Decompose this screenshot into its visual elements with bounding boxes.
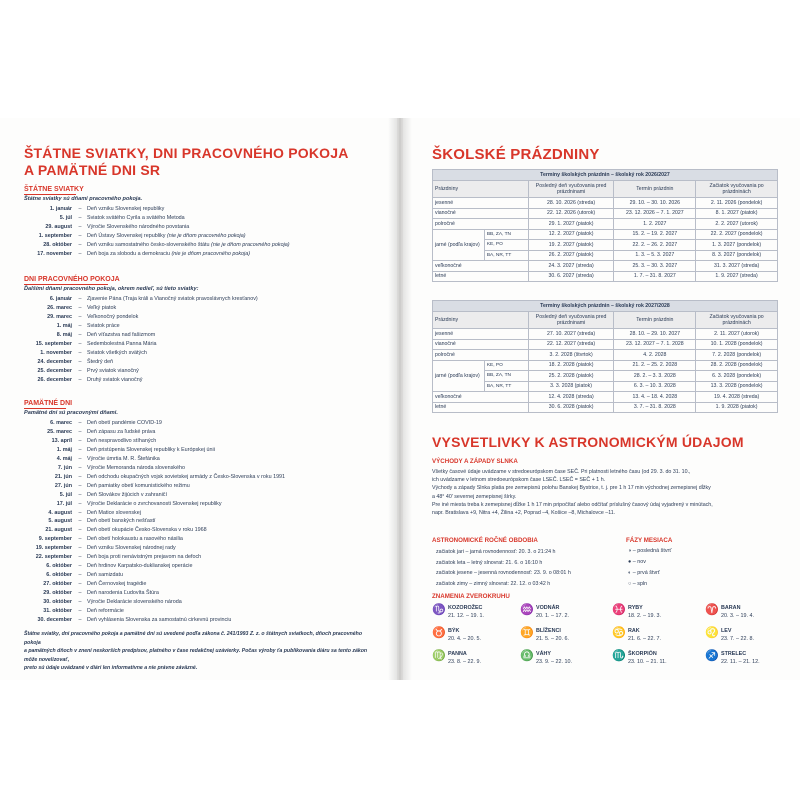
moon-heading: FÁZY MESIACA [626, 537, 673, 544]
holiday-date: 6. október [46, 572, 72, 579]
holiday-note: (nie je dňom pracovného pokoja) [170, 250, 251, 257]
holiday-date: 5. júl [59, 491, 72, 498]
holiday-row [24, 322, 384, 331]
zodiac-icon: ♋ [612, 627, 626, 639]
holiday-name: Veľký piatok [87, 304, 117, 311]
holiday-date: 6. január [49, 296, 72, 302]
holiday-row [24, 526, 384, 535]
zodiac-dates: 21. 12. – 19. 1. [448, 613, 484, 619]
table-caption: Termíny školských prázdnin – školský rok 2027/2028 [433, 301, 778, 312]
zodiac-icon: ♑ [432, 604, 446, 616]
col-header: Prázdniny [433, 312, 529, 329]
col-header: Termín prázdnin [614, 181, 696, 198]
holiday-date: 4. august [48, 509, 72, 516]
holiday-date: 27. jún [54, 482, 72, 489]
holiday-row [24, 241, 384, 250]
holiday-name: Deň nespravodlivo stíhaných [87, 437, 157, 444]
pokoj-list [24, 295, 384, 387]
holiday-row [24, 509, 384, 518]
moon-phase: ◐ – prvá štvrť [628, 570, 660, 576]
holiday-date: 25. december [37, 367, 72, 374]
dash: – [78, 464, 82, 471]
holiday-row [24, 464, 384, 473]
holiday-name: Deň obetí okupácie Česko-Slovenska v roku 1968 [87, 527, 207, 534]
holiday-date: 28. október [43, 241, 72, 248]
holiday-name: Zjavenie Pána (Traja králi a Vianočný sviatok pravoslávnych kresťanov) [87, 296, 258, 302]
zodiac-name: BÝK [448, 628, 460, 634]
holiday-name: Deň boja za slobodu a demokraciu (nie je dňom pracovného pokoja) [87, 250, 251, 257]
holiday-date: 26. december [37, 376, 72, 383]
table-row: vianočné 22. 12. 2026 (utorok) 23. 12. 2026 – 7. 1. 2027 8. 1. 2027 (piatok) [433, 208, 778, 219]
table-row: BB, ZA, TN 25. 2. 2028 (piatok) 28. 2. – 3. 3. 2028 6. 3. 2028 (pondelok) [433, 371, 778, 382]
zodiac-sign [432, 627, 520, 647]
text-line: ich uvádzame v letnom stredoeurópskom čase LSEČ. LSEČ = SEČ + 1 h. [432, 477, 606, 484]
holiday-row [24, 616, 384, 625]
table-row: letné 30. 6. 2028 (piatok) 3. 7. – 31. 8. 2028 1. 9. 2028 (piatok) [433, 402, 778, 413]
col-header: Termín prázdnin [614, 312, 696, 329]
holiday-date: 1. september [38, 232, 72, 239]
sun-text [432, 468, 780, 517]
zodiac-dates: 18. 2. – 19. 3. [628, 613, 661, 619]
dash: – [78, 473, 82, 480]
zodiac-icon: ♉ [432, 627, 446, 639]
table-row: jarné (podľa krajov) KE, PO 18. 2. 2028 (piatok) 21. 2. – 25. 2. 2028 28. 2. 2028 (pondelok) [433, 360, 778, 371]
holiday-name: Výročie Deklarácie o zvrchovanosti Slovenskej republiky [87, 500, 222, 507]
zodiac-dates: 20. 4. – 20. 5. [448, 636, 481, 642]
zodiac-heading: ZNAMENIA ZVEROKRUHU [432, 593, 510, 600]
zodiac-icon: ♏ [612, 650, 626, 662]
season-item: začiatok jari – jarná rovnodennosť: 20. 3. o 21:24 h [436, 549, 556, 555]
zodiac-dates: 20. 3. – 19. 4. [721, 613, 754, 619]
footnote [24, 630, 376, 673]
book-gutter [388, 118, 412, 680]
zodiac-dates: 23. 8. – 22. 9. [448, 659, 481, 665]
table-row: jesenné 28. 10. 2026 (streda) 29. 10. – 30. 10. 2026 2. 11. 2026 (pondelok) [433, 198, 778, 209]
holiday-name: Sviatok svätého Cyrila a svätého Metoda [87, 214, 185, 221]
holiday-row [24, 491, 384, 500]
dash: – [78, 599, 82, 605]
holiday-row [24, 304, 384, 313]
holiday-row [24, 517, 384, 526]
holiday-date: 9. september [38, 536, 72, 543]
dash: – [78, 536, 82, 543]
table-row: jesenné 27. 10. 2027 (streda) 28. 10. – 29. 10. 2027 2. 11. 2027 (utorok) [433, 329, 778, 340]
holiday-date: 21. august [45, 527, 72, 534]
holiday-name: Sviatok všetkých svätých [87, 349, 147, 356]
holiday-row [24, 358, 384, 367]
table-row: BA, NR, TT 26. 2. 2027 (piatok) 1. 3. – 5. 3. 2027 8. 3. 2027 (pondelok) [433, 250, 778, 261]
holiday-name: Prvý sviatok vianočný [87, 367, 139, 374]
zodiac-icon: ♒ [520, 604, 534, 616]
holiday-date: 6. október [46, 563, 72, 570]
holidays-title-line1: ŠTÁTNE SVIATKY, DNI PRACOVNÉHO POKOJA [24, 145, 349, 161]
holiday-date: 5. august [48, 518, 72, 525]
dash: – [78, 206, 82, 212]
holiday-row [24, 250, 384, 259]
zodiac-name: LEV [721, 628, 732, 634]
holiday-name: Deň samizdatu [87, 572, 123, 579]
seasons-list [436, 547, 571, 589]
table-row: BA, NR, TT 3. 3. 2028 (piatok) 6. 3. – 10. 3. 2028 13. 3. 2028 (pondelok) [433, 381, 778, 392]
holiday-row [24, 455, 384, 464]
holiday-row [24, 331, 384, 340]
holiday-name: Deň odchodu okupačných vojsk sovietskej armády z Česko-Slovenska v roku 1991 [87, 473, 286, 480]
zodiac-name: KOZOROŽEC [448, 605, 483, 611]
holiday-row [24, 205, 384, 214]
footnote-line: Štátne sviatky, dni pracovného pokoja a pamätné dni sú uvedené podľa zákona č. 241/1993 Z. z. o štátnych sviatkoch, dňoch pracovného pokoja [24, 631, 362, 646]
pokoj-intro: Ďalšími dňami pracovného pokoja, okrem nedieľ, sú tieto sviatky: [24, 286, 199, 292]
holiday-name: Výročie Memoranda národa slovenského [87, 464, 185, 471]
table-row: KE, PO 19. 2. 2027 (piatok) 22. 2. – 26. 2. 2027 1. 3. 2027 (pondelok) [433, 240, 778, 251]
holiday-row [24, 349, 384, 358]
dash: – [78, 376, 82, 383]
table-caption: Termíny školských prázdnin – školský rok 2026/2027 [433, 170, 778, 181]
dash: – [78, 590, 82, 597]
new-moon-icon: ● [628, 559, 632, 565]
holiday-date: 1. január [49, 206, 72, 212]
holiday-name: Druhý sviatok vianočný [87, 376, 143, 383]
first-quarter-icon: ◐ [628, 570, 632, 576]
zodiac-dates: 20. 1. – 17. 2. [536, 613, 569, 619]
holiday-date: 1. máj [56, 322, 72, 329]
holidays-title-line2: A PAMÄTNÉ DNI SR [24, 162, 161, 178]
holiday-row [24, 544, 384, 553]
holiday-row [24, 598, 384, 607]
holiday-date: 29. október [43, 590, 72, 597]
dash: – [78, 358, 82, 365]
holiday-row [24, 500, 384, 509]
table-row: vianočné 22. 12. 2027 (streda) 23. 12. 2027 – 7. 1. 2028 10. 1. 2028 (pondelok) [433, 339, 778, 350]
zodiac-name: VODNÁR [536, 605, 560, 611]
holiday-note: (nie je dňom pracovného pokoja) [165, 232, 246, 239]
holiday-row [24, 232, 384, 241]
col-header: Prázdniny [433, 181, 529, 198]
holiday-row [24, 553, 384, 562]
holiday-date: 17. november [37, 250, 72, 257]
dash: – [78, 572, 82, 579]
table-row: veľkonočné 24. 3. 2027 (streda) 25. 3. – 30. 3. 2027 31. 3. 2027 (streda) [433, 261, 778, 272]
moon-phase: ○ – spln [628, 581, 648, 587]
zodiac-dates: 21. 5. – 20. 6. [536, 636, 569, 642]
dash: – [78, 500, 82, 507]
holiday-row [24, 376, 384, 385]
zodiac-dates: 22. 11. – 21. 12. [721, 659, 760, 665]
table-row: polročné 29. 1. 2027 (piatok) 1. 2. 2027 2. 2. 2027 (utorok) [433, 219, 778, 230]
holiday-date: 6. marec [50, 420, 72, 426]
holiday-name: Sedembolestná Panna Mária [87, 340, 157, 347]
holiday-date: 15. september [35, 340, 72, 347]
text-line: Pre iné miesta treba k zemepisnej dĺžke 1 h 17 min pripočítať alebo odčítať príslušný časový údaj vyjadrený v minútach, [432, 501, 713, 508]
text-line: Východy a západy Slnka platia pre zemepisnú polohu Banskej Bystrice, t. j. pre 1 h 17 min východnej zemepisnej dĺžky [432, 485, 711, 492]
pokoj-heading: DNI PRACOVNÉHO POKOJA [24, 276, 120, 283]
holiday-date: 7. jún [57, 464, 72, 471]
dash: – [78, 527, 82, 534]
zodiac-dates: 23. 9. – 22. 10. [536, 659, 572, 665]
holiday-date: 27. október [43, 581, 72, 588]
holiday-date: 29. marec [47, 313, 72, 320]
holiday-name: Deň vzniku samostatného česko-slovenského štátu (nie je dňom pracovného pokoja) [87, 241, 290, 248]
zodiac-icon: ♐ [705, 650, 719, 662]
statne-list [24, 205, 384, 265]
dash: – [78, 223, 82, 230]
holiday-date: 19. september [35, 545, 72, 552]
holiday-name: Deň Slovákov žijúcich v zahraničí [87, 491, 167, 498]
zodiac-sign [520, 604, 608, 624]
zodiac-name: RAK [628, 628, 640, 634]
heading-underline [24, 194, 76, 195]
holiday-name: Deň Ústavy Slovenskej republiky (nie je dňom pracovného pokoja) [87, 232, 246, 239]
holiday-name: Deň narodenia Ľudovíta Štúra [87, 590, 159, 597]
zodiac-sign [612, 627, 700, 647]
dash: – [78, 482, 82, 489]
table-row: polročné 3. 2. 2028 (štvrtok) 4. 2. 2028 7. 2. 2028 (pondelok) [433, 350, 778, 361]
holiday-note: (nie je dňom pracovného pokoja) [209, 241, 290, 248]
zodiac-sign [432, 604, 520, 624]
holiday-row [24, 367, 384, 376]
zodiac-sign [520, 627, 608, 647]
dash: – [78, 563, 82, 570]
zodiac-sign [520, 650, 608, 670]
school-holidays-title: ŠKOLSKÉ PRÁZDNINY [432, 146, 600, 163]
zodiac-name: PANNA [448, 651, 467, 657]
zodiac-sign [612, 650, 700, 670]
holiday-date: 24. december [37, 358, 72, 365]
zodiac-sign [612, 604, 700, 624]
zodiac-dates: 23. 10. – 21. 11. [628, 659, 667, 665]
holiday-name: Deň vzniku Slovenskej národnej rady [87, 545, 176, 552]
season-item: začiatok jesene – jesenná rovnodennosť: 23. 9. o 08:01 h [436, 570, 571, 576]
holiday-date: 22. september [35, 554, 72, 561]
holiday-date: 29. august [45, 223, 72, 230]
dash: – [78, 340, 82, 347]
footnote-line: a pamätných dňoch v znení neskorších predpisov, platného v čase redakčnej uzávierky. Počas výroby ťa publikovania diáru sa tento zákon môže novelizovať, [24, 648, 368, 663]
full-moon-icon: ○ [628, 581, 632, 587]
zodiac-sign [705, 650, 793, 670]
holiday-row [24, 580, 384, 589]
holiday-row [24, 589, 384, 598]
col-header: Začiatok vyučovania po prázdninách [696, 312, 778, 329]
dash: – [78, 349, 82, 356]
holiday-name: Deň obetí holokaustu a rasového násilia [87, 536, 183, 543]
last-quarter-icon: ◑ [628, 548, 632, 554]
holiday-date: 1. máj [56, 446, 72, 453]
holiday-name: Deň hrdinov Karpatsko-duklianskej operácie [87, 563, 193, 570]
holiday-name: Veľkonočný pondelok [87, 313, 139, 320]
dash: – [78, 554, 82, 561]
holiday-name: Výročie Deklarácie slovenského národa [87, 599, 182, 605]
holiday-name: Štedrý deň [87, 358, 114, 365]
dash: – [78, 491, 82, 498]
dash: – [78, 241, 82, 248]
col-header: Začiatok vyučovania po prázdninách [696, 181, 778, 198]
col-header: Posledný deň vyučovania pred prázdninami [528, 181, 614, 198]
heading-underline [24, 408, 66, 409]
zodiac-icon: ♎ [520, 650, 534, 662]
holiday-name: Deň pristúpenia Slovenskej republiky k Európskej únii [87, 446, 215, 453]
holiday-row [24, 295, 384, 304]
dash: – [78, 455, 82, 462]
holiday-name: Výročie úmrtia M. R. Štefánika [87, 455, 160, 462]
holiday-name: Deň zápasu za ľudské práva [87, 428, 156, 435]
zodiac-dates: 23. 7. – 22. 8. [721, 636, 754, 642]
moon-phase: ● – nov [628, 559, 646, 565]
season-item: začiatok leta – letný slnovrat: 21. 6. o 16:10 h [436, 559, 543, 566]
holiday-date: 30. december [37, 616, 72, 623]
zodiac-name: VÁHY [536, 651, 551, 657]
dash: – [78, 296, 82, 302]
zodiac-sign [705, 604, 793, 624]
zodiac-sign [705, 627, 793, 647]
holiday-row [24, 446, 384, 455]
holiday-date: 8. máj [56, 331, 72, 338]
dash: – [78, 322, 82, 329]
dash: – [78, 214, 82, 221]
holiday-name: Deň vyhlásenia Slovenska za samostatnú cirkevnú provinciu [87, 616, 232, 623]
holiday-row [24, 437, 384, 446]
dash: – [78, 232, 82, 239]
holiday-name: Výročie Slovenského národného povstania [87, 223, 190, 230]
holiday-row [24, 214, 384, 223]
dash: – [78, 428, 82, 435]
zodiac-name: BLÍŽENCI [536, 628, 561, 634]
dash: – [78, 581, 82, 588]
holiday-row [24, 607, 384, 616]
holiday-table-2026 [432, 169, 778, 282]
pamatne-intro: Pamätné dni sú pracovnými dňami. [24, 410, 118, 416]
astro-title: VYSVETLIVKY K ASTRONOMICKÝM ÚDAJOM [432, 434, 744, 450]
holiday-row [24, 419, 384, 428]
holiday-date: 26. marec [47, 304, 72, 311]
holiday-name: Deň víťazstva nad fašizmom [87, 331, 156, 338]
dash: – [78, 367, 82, 374]
holiday-row [24, 571, 384, 580]
holiday-date: 31. október [43, 607, 72, 614]
zodiac-icon: ♍ [432, 650, 446, 662]
pamatne-heading: PAMÄTNÉ DNI [24, 400, 73, 407]
moon-phase: ◑ – posledná štvrť [628, 548, 672, 554]
zodiac-name: STRELEC [721, 651, 747, 657]
holiday-name: Deň Černovskej tragédie [87, 581, 147, 588]
season-item: začiatok zimy – zimný slnovrat: 22. 12. o 03:42 h [436, 580, 551, 587]
holiday-name: Deň Matice slovenskej [87, 509, 141, 516]
holiday-name: Deň obetí banských nešťastí [87, 518, 156, 525]
dash: – [78, 607, 82, 614]
holiday-date: 4. máj [56, 455, 72, 462]
zodiac-name: ŠKORPIÓN [628, 651, 657, 657]
holiday-table-2027 [432, 300, 778, 413]
holiday-date: 17. júl [56, 500, 72, 507]
holiday-row [24, 562, 384, 571]
dash: – [78, 437, 82, 444]
holiday-row [24, 340, 384, 349]
dash: – [78, 518, 82, 525]
holiday-row [24, 428, 384, 437]
holiday-date: 30. október [43, 599, 72, 605]
zodiac-name: BARAN [721, 605, 741, 611]
holiday-name: Deň vzniku Slovenskej republiky [87, 206, 165, 212]
zodiac-icon: ♌ [705, 627, 719, 639]
text-line: a 48° 40' severnej zemepisnej šírky. [432, 493, 517, 500]
footnote-line: preto sú údaje uvádzané v diári len informatívne a nie právne záväzné. [24, 665, 198, 671]
text-line: napr. Bratislava +9, Nitra +4, Žilina +2, Poprad –4, Košice –8, Michalovce –11. [432, 510, 616, 517]
holiday-name: Deň boja proti nenávistným prejavom na defoch [87, 554, 202, 561]
table-row: veľkonočné 12. 4. 2028 (streda) 13. 4. – 18. 4. 2028 19. 4. 2028 (streda) [433, 392, 778, 403]
col-header: Posledný deň vyučovania pred prázdninami [528, 312, 614, 329]
holiday-name: Sviatok práce [87, 322, 120, 329]
holiday-date: 5. júl [59, 214, 72, 221]
holiday-date: 21. jún [54, 473, 72, 480]
statne-intro: Štátne sviatky sú dňami pracovného pokoja. [24, 196, 143, 202]
pamatne-list [24, 419, 384, 625]
heading-underline [24, 284, 108, 285]
holiday-name: Deň pamiatky obetí komunistického režimu [87, 482, 190, 489]
dash: – [78, 313, 82, 320]
holiday-name: Deň reformácie [87, 607, 124, 614]
dash: – [78, 420, 82, 426]
dash: – [78, 446, 82, 453]
sun-heading: VÝCHODY A ZÁPADY SLNKA [432, 458, 518, 465]
holiday-row [24, 482, 384, 491]
text-line: Všetky časové údaje uvádzame v stredoeurópskom čase SEČ. Pri platnosti letného času (od 29. 3. do 31. 10., [432, 469, 691, 475]
holiday-date: 25. marec [47, 428, 72, 435]
moon-phases [628, 546, 671, 590]
seasons-heading: ASTRONOMICKÉ ROČNÉ OBDOBIA [432, 537, 538, 544]
dash: – [78, 545, 82, 552]
zodiac-icon: ♓ [612, 604, 626, 616]
table-row: jarné (podľa krajov) BB, ZA, TN 12. 2. 2027 (piatok) 15. 2. – 19. 2. 2027 22. 2. 2027 (pondelok) [433, 229, 778, 240]
holiday-row [24, 313, 384, 322]
zodiac-sign [432, 650, 520, 670]
zodiac-icon: ♈ [705, 604, 719, 616]
dash: – [78, 304, 82, 311]
table-row: letné 30. 6. 2027 (streda) 1. 7. – 31. 8. 2027 1. 9. 2027 (streda) [433, 271, 778, 282]
holiday-row [24, 535, 384, 544]
dash: – [78, 616, 82, 623]
zodiac-name: RYBY [628, 605, 643, 611]
holiday-row [24, 473, 384, 482]
dash: – [78, 250, 82, 257]
statne-sviatky-heading: ŠTÁTNE SVIATKY [24, 186, 84, 193]
holiday-date: 1. november [40, 349, 72, 356]
dash: – [78, 331, 82, 338]
dash: – [78, 509, 82, 516]
holiday-name: Deň obetí pandémie COVID-19 [87, 420, 162, 426]
holiday-date: 13. apríl [51, 437, 72, 444]
zodiac-dates: 21. 6. – 22. 7. [628, 636, 661, 642]
holiday-row [24, 223, 384, 232]
zodiac-icon: ♊ [520, 627, 534, 639]
